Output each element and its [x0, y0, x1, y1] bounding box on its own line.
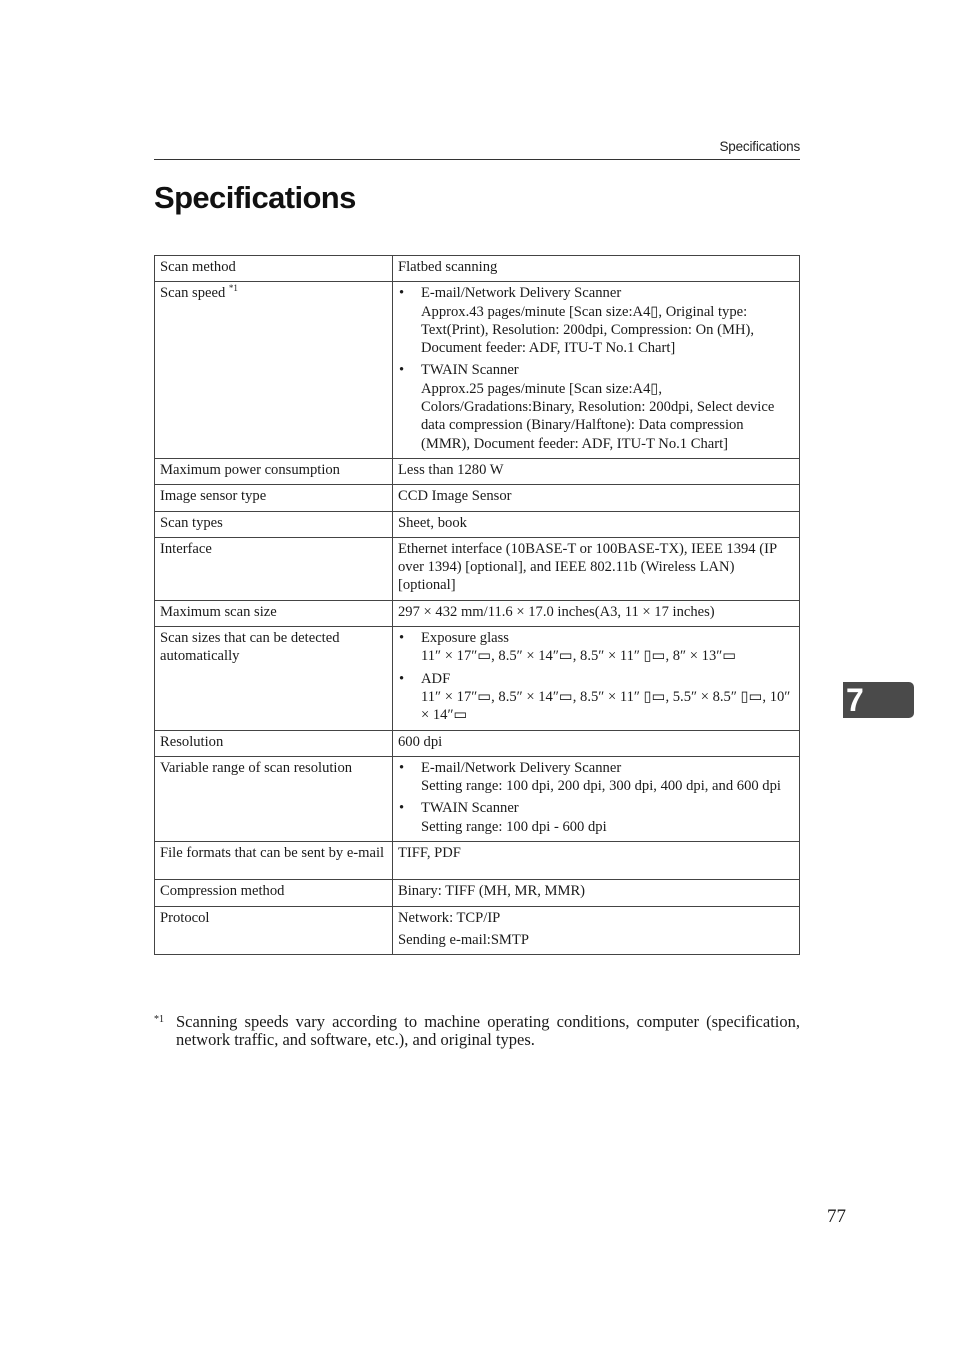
spec-label: Maximum power consumption	[155, 458, 393, 484]
table-row	[155, 627, 800, 730]
spec-value	[393, 756, 800, 841]
table-row	[155, 730, 800, 756]
table-row	[155, 906, 800, 955]
bullet-list	[398, 629, 794, 724]
spec-value: 297 × 432 mm/11.6 × 17.0 inches(A3, 11 × 17 inches)	[393, 600, 800, 626]
specifications-table	[154, 255, 800, 955]
list-item-text: Approx.43 pages/minute [Scan size:A4▯, Original type: Text(Print), Resolution: 200dpi, Compression: On (MH), Document feeder: ADF, ITU-T No.1 Chart]	[421, 303, 754, 357]
list-item-text: 11″ × 17″▭, 8.5″ × 14″▭, 8.5″ × 11″ ▯▭, 8″ × 13″▭	[421, 648, 737, 665]
bullet-list	[398, 759, 794, 836]
spec-label: Protocol	[155, 906, 393, 955]
list-item-title: • ADF	[421, 670, 451, 687]
table-row	[155, 756, 800, 841]
list-item-title: • TWAIN Scanner	[421, 362, 519, 379]
list-item-text: Approx.25 pages/minute [Scan size:A4▯, Colors/Gradations:Binary, Resolution: 200dpi, Select device data compression (Binary/Halftone): Data compression (MMR), Document feeder: ADF, ITU-T No.1 Chart]	[421, 380, 775, 452]
list-item	[398, 670, 794, 725]
bullet-list	[398, 284, 794, 453]
spec-label: Maximum scan size	[155, 600, 393, 626]
table-row	[155, 458, 800, 484]
chapter-tab: 7	[843, 682, 914, 718]
list-item	[398, 284, 794, 357]
list-item-text: Setting range: 100 dpi - 600 dpi	[421, 818, 607, 835]
footnote	[154, 1013, 800, 1048]
spec-label: Resolution	[155, 730, 393, 756]
spec-label	[155, 282, 393, 459]
spec-value: TIFF, PDF	[393, 842, 800, 880]
table-row	[155, 282, 800, 459]
spec-label: Variable range of scan resolution	[155, 756, 393, 841]
spec-label-text: Scan speed	[160, 285, 226, 302]
page-number: 77	[827, 1206, 846, 1227]
list-item-title: • TWAIN Scanner	[421, 800, 519, 817]
list-item	[398, 799, 794, 836]
table-row	[155, 600, 800, 626]
spec-value	[393, 906, 800, 955]
list-item-title: • Exposure glass	[421, 630, 509, 647]
spec-label: Scan types	[155, 511, 393, 537]
table-row	[155, 256, 800, 282]
table-row	[155, 537, 800, 600]
table-row	[155, 511, 800, 537]
footnote-mark: *1	[154, 1014, 164, 1025]
spec-value: Flatbed scanning	[393, 256, 800, 282]
running-header: Specifications	[719, 139, 800, 154]
spec-value: Less than 1280 W	[393, 458, 800, 484]
list-item-title: • E-mail/Network Delivery Scanner	[421, 285, 622, 302]
page-title: Specifications	[154, 180, 356, 215]
list-item	[398, 361, 794, 452]
table-row	[155, 485, 800, 511]
spec-label: File formats that can be sent by e-mail	[155, 842, 393, 880]
footnote-text: Scanning speeds vary according to machine operating conditions, computer (specification, network traffic, and software, etc.), and original types.	[176, 1012, 800, 1049]
spec-value	[393, 627, 800, 730]
spec-value: Ethernet interface (10BASE-T or 100BASE-TX), IEEE 1394 (IP over 1394) [optional], and IEEE 802.11b (Wireless LAN) [optional]	[393, 537, 800, 600]
list-item	[398, 759, 794, 796]
spec-label: Interface	[155, 537, 393, 600]
spec-paragraph: Sending e-mail:SMTP	[398, 931, 529, 948]
footnote-reference: *1	[228, 283, 238, 294]
spec-value: 600 dpi	[393, 730, 800, 756]
spec-label: Compression method	[155, 880, 393, 906]
spec-label: Image sensor type	[155, 485, 393, 511]
spec-value	[393, 282, 800, 459]
spec-value: CCD Image Sensor	[393, 485, 800, 511]
list-item-title: • E-mail/Network Delivery Scanner	[421, 759, 622, 776]
header-divider	[154, 159, 800, 160]
table-row	[155, 842, 800, 880]
list-item	[398, 629, 794, 666]
spec-label: Scan method	[155, 256, 393, 282]
table-row	[155, 880, 800, 906]
list-item-text: Setting range: 100 dpi, 200 dpi, 300 dpi, 400 dpi, and 600 dpi	[421, 778, 781, 795]
spec-value: Binary: TIFF (MH, MR, MMR)	[393, 880, 800, 906]
spec-paragraph: Network: TCP/IP	[398, 909, 501, 926]
list-item-text: 11″ × 17″▭, 8.5″ × 14″▭, 8.5″ × 11″ ▯▭, 5.5″ × 8.5″ ▯▭, 10″ × 14″▭	[421, 688, 791, 724]
spec-label: Scan sizes that can be detected automatically	[155, 627, 393, 730]
spec-value: Sheet, book	[393, 511, 800, 537]
